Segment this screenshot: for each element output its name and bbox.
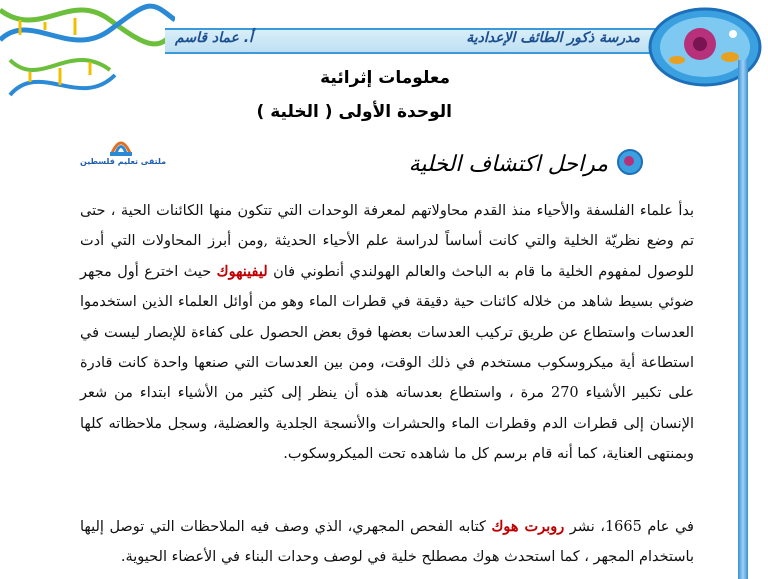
paragraph-text: بدأ علماء الفلسفة والأحياء منذ القدم محاولاتهم لمعرفة الوحدات التي تتكون منها الكائنات الحية ، حتى تم وضع نظريّة الخلية والتي كانت أساساً لدراسة علم الأحياء الحديثة ,ومن أبرز المحاولات التي أدت للوصول لمفهوم الخلية ما قام به الباحث والعالم الهولندي أنطوني فان (80, 203, 694, 280)
school-name: مدرسة ذكور الطائف الإعدادية (466, 30, 640, 46)
title-unit: الوحدة الأولى ( الخلية ) (256, 102, 452, 122)
logo-caption: ملتقى تعليم فلسطين (80, 157, 167, 166)
right-frame-bar (738, 60, 748, 579)
teacher-name: أ. عماد قاسم (175, 30, 253, 46)
dna-helix-decoration (0, 0, 175, 120)
scientist-name-hooke: روبرت هوك (491, 518, 565, 535)
paragraph-text: في عام 1665، نشر (564, 519, 694, 535)
paragraph-text: كتابه الفحص المجهري، الذي وصف فيه الملاحظات التي توصل إليها باستخدام المجهر ، كما استحدث هوك مصطلح خلية في لوصف وحدات البناء في الأعضاء الحيوية. (80, 519, 694, 566)
scientist-name-leeuwenhoek: ليفينهوك (216, 262, 268, 280)
paragraph-hooke (80, 512, 694, 573)
section-title: مراحل اكتشاف الخلية (408, 152, 608, 177)
title-enrichment: معلومات إثرائية (320, 68, 450, 88)
paragraph-text: حيث اخترع أول مجهر ضوئي بسيط شاهد من خلاله كائنات حية دقيقة في قطرات الماء وهو من أوائل العلماء الذين استخدموا العدسات واستطاع عن طريق تركيب العدسات بعضها فوق بعض الحصول على كفاءة للإبصار ليست في استطاعة أية ميكروسكوب مستخدم في ذلك الوقت، ومن بين العدسات التي صنعها واحدة كانت قادرة على تكبير الأشياء 270 مرة ، واستطاع بعدساته هذه أن ينظر إلى كثير من الأشياء ابتداء من شعر الإنسان إلى قطرات الدم وقطرات الماء والحشرات والأنسجة الجلدية والعضلية، وسجل ملاحظاته كلها وبمنتهى العناية، كما أنه قام برسم كل ما شاهده تحت الميكروسكوب. (80, 263, 694, 463)
paragraph-discovery (80, 196, 694, 470)
cell-bullet-icon (616, 148, 644, 176)
